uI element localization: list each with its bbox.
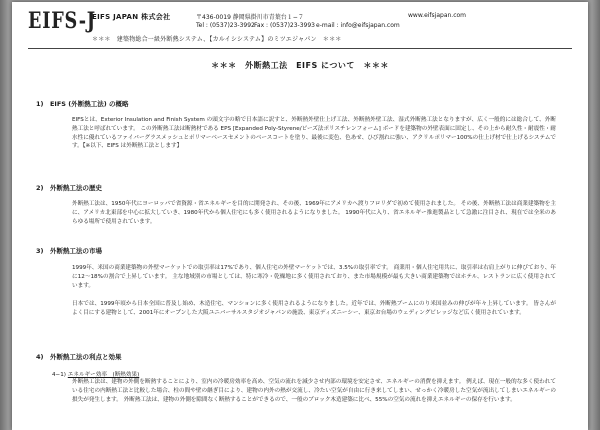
letterhead [28,8,576,52]
company-logo: EIFS-J [28,8,96,34]
document-page [12,2,588,430]
paragraph: 1999年、米国の商業建築物の外壁マーケットでの取引率は17%であり、個人住宅の外壁マーケットでは、3.5%の取引率です。 商業用・個人住宅用共に、取引率は右肩上がりに伸びており、年に12〜18%の割合で上昇しています。 主な地域別の市場としては、特に寒冷・乾燥地に多く使用されており、また市場規模が最も大きい商業建築物ではホテル、レストランに広く使用されています。 [72,265,556,289]
company-address: 〒436-0019 静岡県掛川市青葉台１−７ [196,14,304,21]
section-body-market-japan [72,300,556,342]
section-body-history [72,200,556,240]
subsection-number: 4−1) [52,372,66,378]
company-tel: Tel : (0537)23-3992 [196,22,255,29]
section-heading-history: 2) 外断熱工法の歴史 [36,184,102,192]
paragraph: 外断熱工法は、建物の外側を断熱することにより、室内の冷暖房効率を高め、空気の流れを減少させ内部の環境を安定させ、エネルギーの消費を抑えます。 例えば、現在一般的な多く使われている住宅の内断熱工法と比較した場合、柱の間や壁の継ぎ目により、建物の内外の熱が交流し、冷たい空気が自由に行き来してしまい、せっかく冷暖房した空気が流出してしまいエネルギーの損失が発生します。 外断熱工法は、建物の外側を隙間なく断熱することができるので、一般のブロック木造建築に比べ、55%の空気の流れを抑えエネルギーの保存を行います。 [72,379,557,403]
company-tagline: ＊＊＊ 建築物総合一級外断熱システム、【カルイシシステム】のミツエジャパン ＊＊＊ [92,36,342,43]
section-heading-overview: 1) EIFS (外断熱工法) の概略 [36,100,129,108]
section-heading-benefits: 4) 外断熱工法の利点と効果 [36,353,122,361]
header-divider [28,48,572,49]
section-body-overview [72,116,556,186]
section-body-energy [72,378,556,430]
section-heading-market: 3) 外断熱工法の市場 [36,247,102,255]
subsection-heading-energy [52,370,139,378]
company-name: EIFS JAPAN 株式会社 [92,13,171,21]
section-body-market-us [72,264,556,296]
paragraph: EIFSとは、Exterior Insulation and Finish System の頭文字の略で日本語に訳すと、外断熱外壁仕上げ工法、外断熱外壁工法、湿式外断熱工法となりますが、広く一般的には総合して、外断熱工法と呼ばれています。 この外断熱工法は断熱材である EPS [Expanded Poly-Styrene/ビーズ法ポリスチレンフォーム] ボードを建築物の外壁表面に固定し、その上から耐久性・耐震性・耐水性に優れているファイバーグラスメッシュとポリマーベースセメントのベースコートを塗り、最後に変色、色あせ、ひび割れに強い、アクリルポリマー100%の仕上げ材で仕上げるシステムです。【※以下、EIFS は外断熱工法とします】 [72,117,556,150]
company-email: e-mail : info@eifsjapan.com [316,22,400,29]
subsection-label: エネルギー効率 (断熱効果) [67,372,140,378]
document-title: ＊＊＊ 外断熱工法 EIFS について ＊＊＊ [211,61,389,70]
paragraph: 日本では、1999年頃から日本全国に普及し始め、木造住宅、マンションに多く使用されるようになりました。近年では、外断熱ブームにのり米国並みの伸びが年々上昇しています。 皆さんがよく目にする建物として、2001年にオープンした大阪ユニバーサルスタジオジャパンの施設、東京ディズニーシー、東京お台場のウェディングビレッジなど広く使用されています。 [72,301,556,316]
company-fax: Fax : (0537)23-3993 [254,22,315,29]
company-website: www.eifsjapan.com [408,12,467,19]
paragraph: 外断熱工法は、1950年代にヨーロッパで省資源・省エネルギーを目的に開発され、その後、1969年にアメリカへ渡りフロリダで初めて使用されました。 その後、外断熱工法は商業建築物を主に、アメリカ北東部を中心に拡大していき、1980年代から個人住宅にも多く使用されるようになりました。 1990年代に入り、省エネルギー推進製品として急激に注目され、現在では全米のあらゆる場所で使用されています。 [72,201,556,225]
